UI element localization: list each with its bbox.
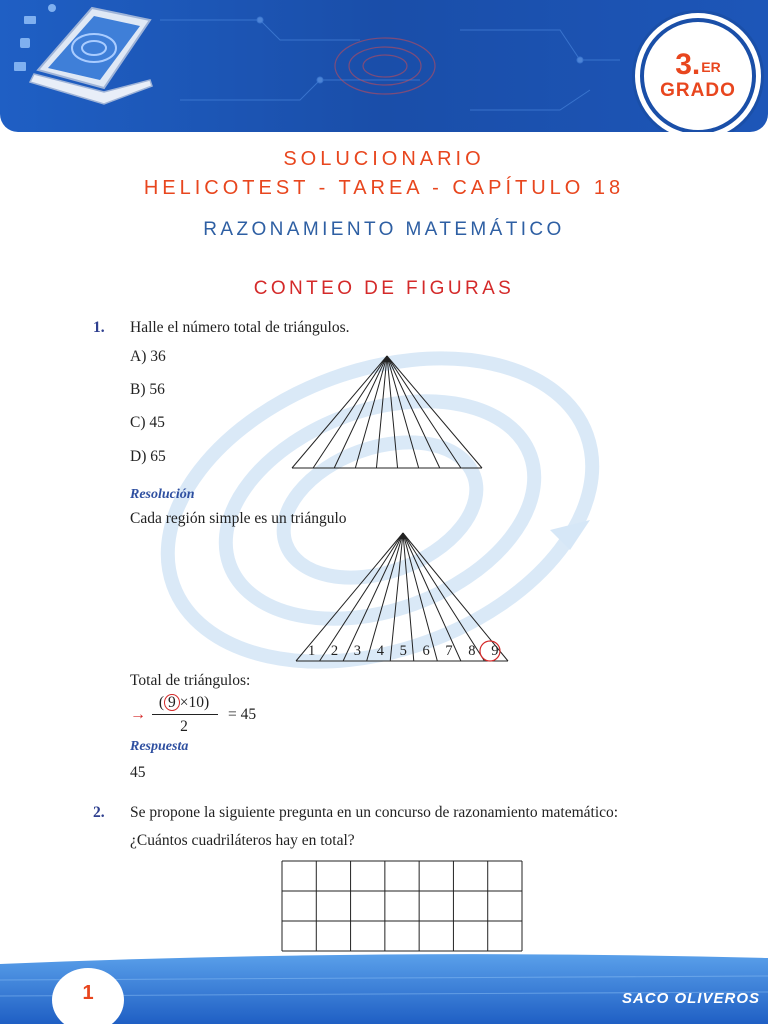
option-b xyxy=(130,381,165,399)
triangle-ray xyxy=(367,533,403,661)
region-number: 3 xyxy=(353,643,362,659)
option-c-value: 45 xyxy=(149,414,165,431)
triangle-ray xyxy=(343,533,403,661)
answer-label: Respuesta xyxy=(130,739,189,754)
region-number: 9 xyxy=(491,643,499,659)
region-number: 4 xyxy=(376,643,384,659)
region-number: 7 xyxy=(445,643,453,659)
region-number: 6 xyxy=(422,643,430,659)
grade-badge xyxy=(640,18,756,132)
arrow-icon: → xyxy=(130,706,146,723)
option-c xyxy=(130,414,165,432)
option-d-value: 65 xyxy=(150,448,166,465)
page-number: 1 xyxy=(82,982,94,1004)
triangle-ray xyxy=(390,533,403,661)
option-c-label: C) xyxy=(130,414,146,431)
option-a-label: A) xyxy=(130,348,147,365)
topic-title: CONTEO DE FIGURAS xyxy=(253,278,515,299)
fraction-bar xyxy=(152,714,218,715)
region-number: 5 xyxy=(399,643,407,659)
answer-value: 45 xyxy=(130,764,146,781)
option-b-value: 56 xyxy=(149,381,165,398)
region-number: 8 xyxy=(468,643,476,659)
header-banner xyxy=(0,0,768,132)
formula-result: = 45 xyxy=(228,706,257,723)
resolution-label: Resolución xyxy=(130,487,195,502)
formula-numerator: ( 9 ×10) xyxy=(158,694,210,711)
option-d xyxy=(130,448,166,466)
triangle-ray xyxy=(320,533,403,661)
formula xyxy=(130,692,290,738)
document-subtitle: HELICOTEST - TAREA - CAPÍTULO 18 xyxy=(143,177,625,199)
question-2-text: Se propone la siguiente pregunta en un concurso de razonamiento matemático: xyxy=(130,804,619,821)
page-number-badge xyxy=(52,968,124,1032)
option-a xyxy=(130,348,166,366)
question-1-number: 1. xyxy=(93,319,105,336)
formula-denominator: 2 xyxy=(180,718,188,735)
total-text: Total de triángulos: xyxy=(130,672,251,689)
triangle-ray xyxy=(403,533,484,661)
region-number: 1 xyxy=(308,643,316,659)
resolution-text: Cada región simple es un triángulo xyxy=(130,510,347,527)
option-b-label: B) xyxy=(130,381,146,398)
brand-name: SACO OLIVEROS xyxy=(621,990,760,1007)
triangle-ray xyxy=(296,533,403,661)
option-a-value: 36 xyxy=(150,348,166,365)
question-2-question: ¿Cuántos cuadriláteros hay en total? xyxy=(130,832,355,849)
triangle-figure-question xyxy=(290,353,486,471)
course-title: RAZONAMIENTO MATEMÁTICO xyxy=(203,219,565,240)
grade-suffix: ER xyxy=(701,59,721,75)
document-title: SOLUCIONARIO xyxy=(283,148,485,170)
question-2-number: 2. xyxy=(93,804,105,821)
question-1-text: Halle el número total de triángulos. xyxy=(130,319,350,336)
option-d-label: D) xyxy=(130,448,147,465)
formula-circled-value: 9 xyxy=(164,694,180,711)
grade-number: 3.$^{ER}$ xyxy=(675,48,721,81)
region-number: 2 xyxy=(330,643,339,659)
grade-word: GRADO xyxy=(660,80,736,101)
